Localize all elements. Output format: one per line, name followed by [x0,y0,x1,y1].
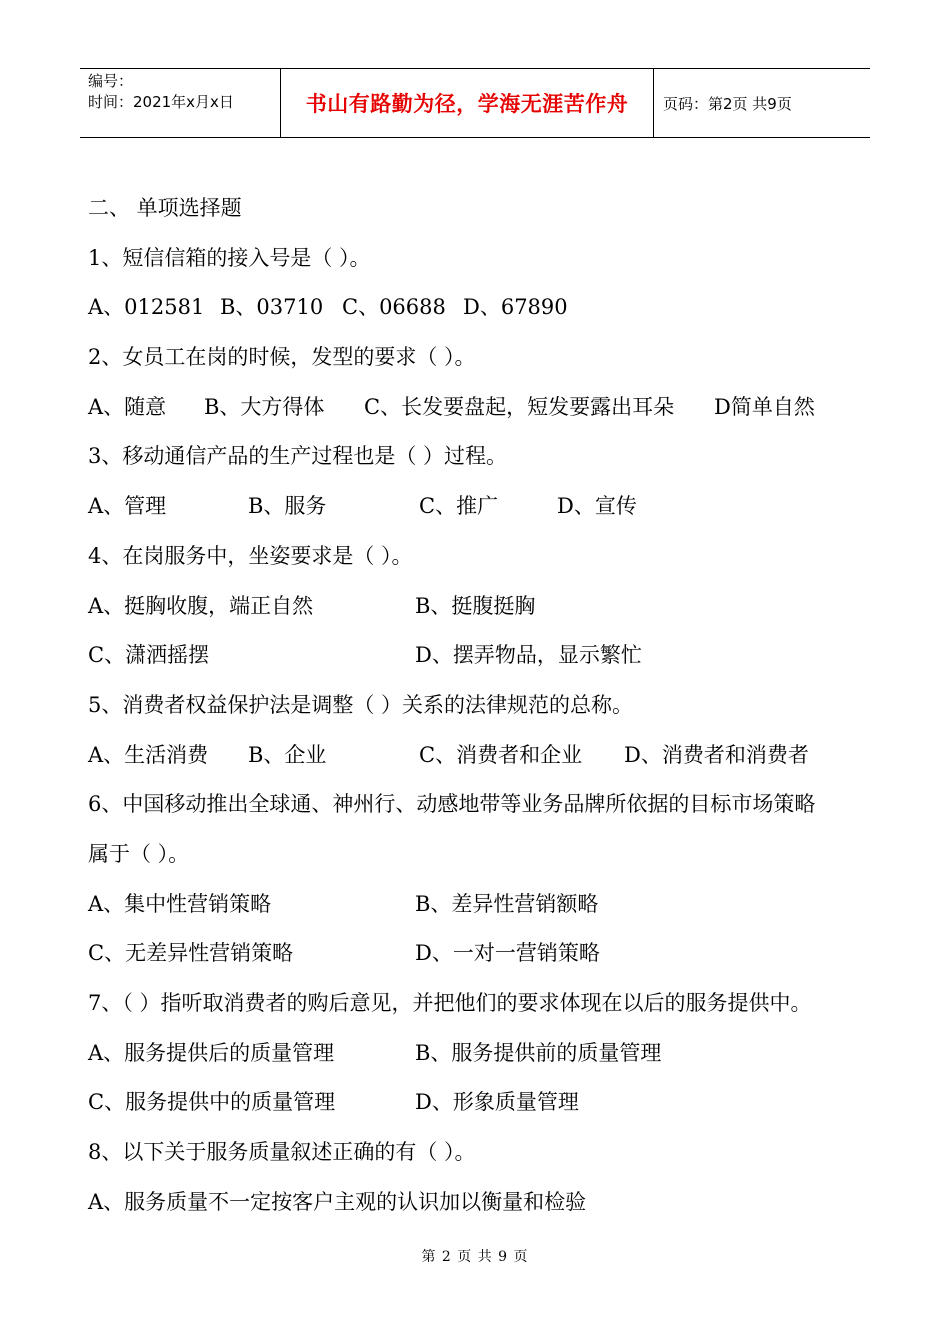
header-page-info: 页码：第2页 共9页 [663,94,792,113]
option-b: B、挺腹挺胸 [415,593,536,618]
option-c: C、潇洒摇摆 [88,643,210,668]
option-a: A、生活消费 [88,742,209,767]
option-b: B、企业 [248,742,327,767]
options-row [88,880,888,930]
option-b: B、服务提供前的质量管理 [415,1040,662,1065]
option-d: D、一对一营销策略 [415,941,600,966]
option-d: D简单自然 [714,394,815,419]
options-row [88,1078,888,1128]
question-3: 3、移动通信产品的生产过程也是（ ）过程。 [88,444,508,469]
question-8: 8、以下关于服务质量叙述正确的有（ ）。 [88,1140,476,1165]
options-row [88,582,888,632]
option-b: B、服务 [248,494,327,519]
page-header [80,68,870,138]
options-row [88,1029,888,1079]
options-row [88,383,888,433]
option-d: D、宣传 [557,494,637,519]
option-a: A、服务提供后的质量管理 [88,1040,335,1065]
option-a: A、管理 [88,494,167,519]
option-b: B、大方得体 [204,394,325,419]
options-row [88,731,888,781]
header-motto: 书山有路勤为径，学海无涯苦作舟 [281,69,654,137]
option-b: B、差异性营销额略 [415,891,599,916]
options-row [88,631,888,681]
option-d: D、消费者和消费者 [624,742,809,767]
option-c: C、无差异性营销策略 [88,941,294,966]
option-a: A、集中性营销策略 [88,891,272,916]
document-date: 时间：2021年x月x日 [88,93,234,111]
option-b: B、03710 [220,295,324,320]
option-c: C、06688 [342,295,446,320]
options-row [88,929,888,979]
option-c: C、长发要盘起，短发要露出耳朵 [364,394,675,419]
option-a: A、挺胸收腹，端正自然 [88,593,314,618]
question-2: 2、女员工在岗的时候，发型的要求（ ）。 [88,345,476,370]
question-4: 4、在岗服务中，坐姿要求是（ ）。 [88,543,413,568]
question-6-continued: 属于（ ）。 [88,841,190,866]
question-6: 6、中国移动推出全球通、神州行、动感地带等业务品牌所依据的目标市场策略 [88,792,816,817]
options-row [88,1178,888,1228]
question-7: 7、（ ）指听取消费者的购后意见，并把他们的要求体现在以后的服务提供中。 [88,991,812,1015]
section-title: 二、 单项选择题 [88,196,242,220]
document-number: 编号： [88,72,134,90]
option-c: C、服务提供中的质量管理 [88,1090,336,1115]
option-d: D、形象质量管理 [415,1090,579,1115]
option-a: A、随意 [88,394,167,419]
option-c: C、消费者和企业 [419,742,583,767]
options-row [88,283,888,333]
page-footer: 第 2 页 共 9 页 [421,1249,529,1265]
option-d: D、67890 [463,295,568,320]
option-c: C、推广 [419,494,499,519]
question-5: 5、消费者权益保护法是调整（ ）关系的法律规范的总称。 [88,692,634,717]
question-list [88,184,888,1227]
option-a: A、服务质量不一定按客户主观的认识加以衡量和检验 [88,1189,587,1214]
options-row [88,482,888,532]
option-a: A、012581 [88,295,205,320]
option-d: D、摆弄物品，显示繁忙 [415,643,642,668]
question-1: 1、短信信箱的接入号是（ ）。 [88,245,371,270]
header-meta [80,69,281,137]
